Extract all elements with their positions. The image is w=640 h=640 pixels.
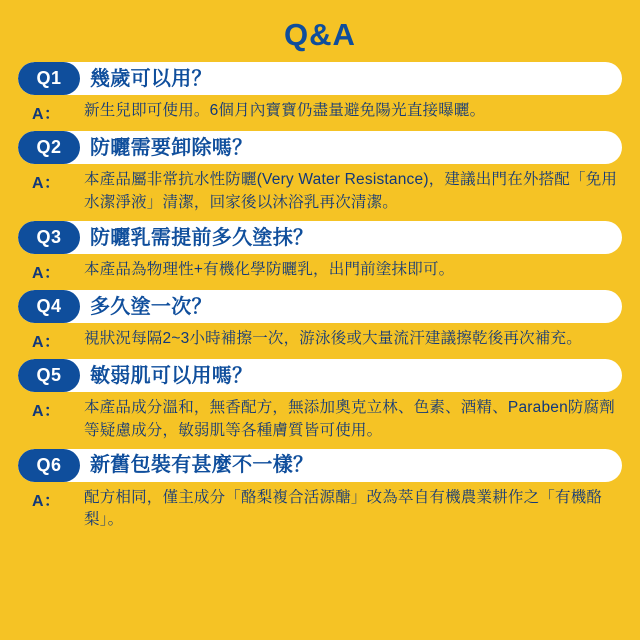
question-badge: Q2 xyxy=(18,131,80,164)
question-row xyxy=(18,449,622,482)
answer-row xyxy=(18,100,622,124)
question-text: 多久塗一次？ xyxy=(90,295,212,318)
answer-row xyxy=(18,397,622,442)
answer-row xyxy=(18,169,622,214)
answer-label: A： xyxy=(32,265,61,283)
answer-text: 本產品為物理性+有機化學防曬乳，出門前塗抹即可。 xyxy=(84,261,455,279)
question-row xyxy=(18,359,622,392)
qa-item xyxy=(18,221,622,283)
answer-label: A： xyxy=(32,334,61,352)
qa-item xyxy=(18,359,622,442)
question-text: 防曬需要卸除嗎？ xyxy=(90,136,253,159)
answer-text: 本產品屬非常抗水性防曬(Very Water Resistance)，建議出門在外搭配「免用水潔淨液」清潔，回家後以沐浴乳再次清潔。 xyxy=(84,171,618,211)
question-row xyxy=(18,290,622,323)
question-row xyxy=(18,221,622,254)
question-badge: Q3 xyxy=(18,221,80,254)
qa-item xyxy=(18,62,622,124)
answer-text: 新生兒即可使用。6個月內寶寶仍盡量避免陽光直接曝曬。 xyxy=(84,102,486,120)
question-badge: Q6 xyxy=(18,449,80,482)
answer-row xyxy=(18,259,622,283)
answer-text: 配方相同，僅主成分「酪梨複合活源醣」改為萃自有機農業耕作之「有機酪梨」。 xyxy=(84,488,603,529)
answer-label: A： xyxy=(32,492,61,510)
question-row xyxy=(18,62,622,95)
question-badge: Q4 xyxy=(18,290,80,323)
answer-label: A： xyxy=(32,403,61,421)
qa-item xyxy=(18,131,622,214)
question-badge: Q5 xyxy=(18,359,80,392)
qa-item xyxy=(18,449,622,532)
answer-row xyxy=(18,328,622,352)
question-text: 防曬乳需提前多久塗抹？ xyxy=(90,226,314,249)
page-title: Q&A xyxy=(284,17,356,52)
answer-row xyxy=(18,487,622,532)
answer-text: 視狀況每隔2~3小時補擦一次，游泳後或大量流汗建議擦乾後再次補充。 xyxy=(84,330,582,348)
qa-item xyxy=(18,290,622,352)
question-badge: Q1 xyxy=(18,62,80,95)
question-row xyxy=(18,131,622,164)
answer-label: A： xyxy=(32,106,61,124)
answer-text: 本產品成分溫和，無香配方，無添加奧克立林、色素、酒精、Paraben防腐劑等疑慮成分，敏弱肌等各種膚質皆可使用。 xyxy=(84,399,616,439)
answer-label: A： xyxy=(32,175,61,193)
question-text: 敏弱肌可以用嗎？ xyxy=(90,364,253,387)
question-text: 幾歲可以用？ xyxy=(90,67,212,90)
question-text: 新舊包裝有甚麼不一樣？ xyxy=(90,454,314,477)
qa-list xyxy=(18,62,622,532)
